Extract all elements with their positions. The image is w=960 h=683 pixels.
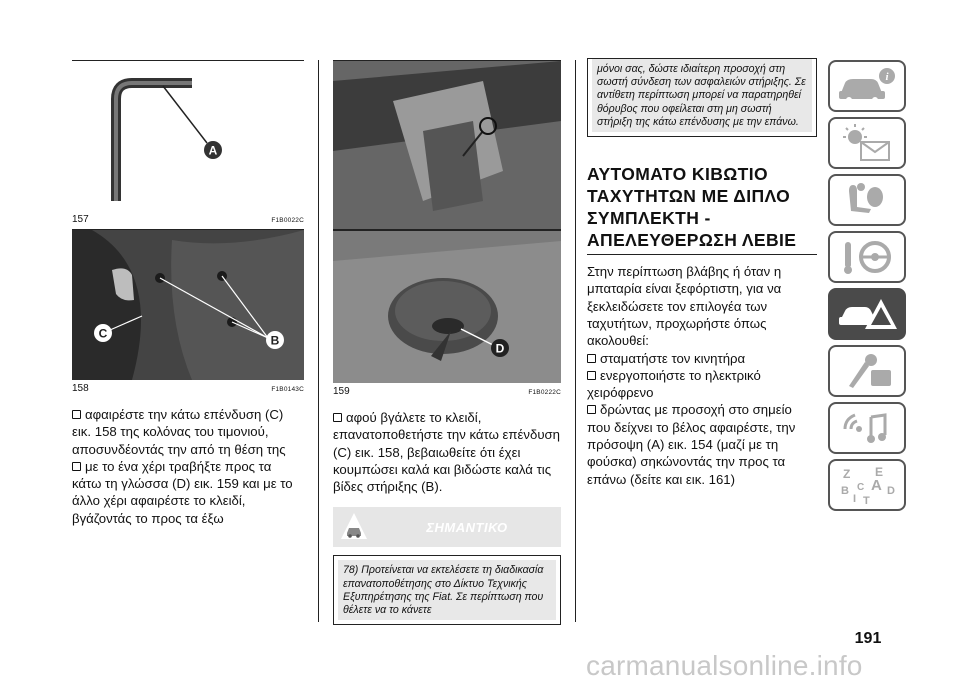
- checkbox-bullet-icon: [72, 410, 81, 419]
- figure-158: [72, 229, 304, 396]
- column-divider-right: [575, 60, 576, 622]
- tab-starting-driving[interactable]: [828, 231, 906, 283]
- multimedia-icon: [835, 407, 899, 449]
- tab-multimedia[interactable]: [828, 402, 906, 454]
- figure-number: 158: [72, 383, 89, 394]
- column-3: [587, 58, 817, 488]
- svg-text:A: A: [871, 477, 882, 494]
- svg-text:D: D: [887, 485, 895, 497]
- service-tools-icon: [835, 350, 899, 392]
- svg-text:I: I: [853, 493, 857, 505]
- figure-158-image: [72, 230, 304, 380]
- column-2: [333, 60, 561, 625]
- svg-text:B: B: [841, 485, 849, 497]
- svg-text:T: T: [863, 495, 870, 506]
- column-1: [72, 60, 304, 527]
- tab-car-info[interactable]: [828, 60, 906, 112]
- column-1-text: [72, 406, 304, 527]
- figure-code: F1B0022C: [271, 217, 304, 224]
- svg-text:C: C: [857, 482, 865, 493]
- note-text: 78) Προτείνεται να εκτελέσετε τη διαδικασία επανατοποθέτησης στο Δίκτυο Τεχνικής Εξυπηρέτησης της Fiat. Σε περίπτωση που θέλετε να το κάνετε: [338, 560, 556, 620]
- section-title: ΑΥΤΟΜΑΤΟ ΚΙΒΩΤΙΟ ΤΑΧΥΤΗΤΩΝ ΜΕ ΔΙΠΛΟ ΣΥΜΠΛΕΚΤΗ - ΑΠΕΛΕΥΘΕΡΩΣΗ ΛΕΒΙΕ: [587, 163, 817, 255]
- paragraph: με το ένα χέρι τραβήξτε προς τα κάτω τη γλώσσα (D) εικ. 159 και με το άλλο χέρι αφαιρέστε το κλειδί, βγάζοντάς το προς τα έξω: [72, 458, 293, 526]
- column-divider-left: [318, 60, 319, 622]
- svg-text:Z: Z: [843, 467, 851, 481]
- column-2-text: [333, 409, 561, 495]
- checkbox-bullet-icon: [587, 371, 596, 380]
- column-3-text: [587, 263, 817, 488]
- watermark: carmanualsonline.info: [586, 650, 863, 681]
- paragraph: αφαιρέστε την κάτω επένδυση (C) εικ. 158 της κολόνας του τιμονιού, αποσυνδέοντάς την από τη θέση της: [72, 407, 286, 457]
- callout-c: C: [98, 326, 108, 341]
- step-item: ενεργοποιήστε το ηλεκτρικό χειρόφρενο: [587, 367, 761, 401]
- car-info-icon: [835, 65, 899, 107]
- figure-code: F1B0143C: [271, 386, 304, 393]
- checkbox-bullet-icon: [333, 413, 342, 422]
- figure-code: F1B0222C: [528, 389, 561, 396]
- figure-157: [72, 60, 304, 227]
- important-banner: [333, 507, 561, 547]
- figure-159-image: [333, 61, 561, 383]
- tab-safety[interactable]: [828, 174, 906, 226]
- callout-d: D: [495, 341, 505, 356]
- svg-text:E: E: [875, 465, 884, 479]
- checkbox-bullet-icon: [587, 354, 596, 363]
- note-box-continued: [587, 58, 817, 137]
- callout-b: B: [270, 333, 280, 348]
- figure-number: 157: [72, 214, 89, 225]
- important-label: ΣΗΜΑΝΤΙΚΟ: [426, 520, 508, 536]
- intro-paragraph: Στην περίπτωση βλάβης ή όταν η μπαταρία είναι ξεφόρτιστη, για να ξεκλειδώσετε τον επιλογέα των ταχυτήτων, προχωρήστε όπως ακολουθεί:: [587, 264, 782, 349]
- figure-number: 159: [333, 386, 350, 397]
- paragraph: αφού βγάλετε το κλειδί, επανατοποθετήστε την κάτω επένδυση (C) εικ. 158, βεβαιωθείτε ότι έχει κουμπώσει καλά και βιδώστε καλά τις βίδες στήριξης (B).: [333, 410, 561, 495]
- index-letters-icon: [835, 464, 899, 506]
- step-item: σταματήστε τον κινητήρα: [587, 350, 817, 367]
- figure-157-image: [72, 61, 304, 211]
- note-box: [333, 555, 561, 625]
- key-steering-icon: [835, 236, 899, 278]
- seat-airbag-icon: [835, 179, 899, 221]
- tab-warning-lights[interactable]: [828, 117, 906, 169]
- checkbox-bullet-icon: [72, 462, 81, 471]
- warning-lights-icon: [835, 122, 899, 164]
- breakdown-triangle-icon: [835, 293, 899, 335]
- chapter-sidebar: [828, 60, 906, 516]
- step-item: δρώντας με προσοχή στο σημείο που δείχνει το βέλος αφαιρέστε, την πρόσοψη (A) εικ. 154 (μαζί με τη φούσκα) σηκώνοντάς την προς τα επάνω (δείτε και εικ. 161): [587, 402, 796, 487]
- figure-159: [333, 60, 561, 399]
- tab-index[interactable]: [828, 459, 906, 511]
- note-continued-text: μόνοι σας, δώστε ιδιαίτερη προσοχή στη σωστή σύνδεση των ασφαλειών στήριξης. Σε αντίθετη περίπτωση μπορεί να παρατηρηθεί θόρυβος που οφείλεται στη μη σωστή στήριξη της κάτω επένδυσης με την επάνω.: [592, 59, 812, 132]
- page-number: 191: [854, 630, 882, 647]
- tab-maintenance[interactable]: [828, 345, 906, 397]
- svg-text:i: i: [885, 71, 889, 83]
- checkbox-bullet-icon: [587, 405, 596, 414]
- callout-a: A: [208, 143, 218, 158]
- tab-emergency[interactable]: [828, 288, 906, 340]
